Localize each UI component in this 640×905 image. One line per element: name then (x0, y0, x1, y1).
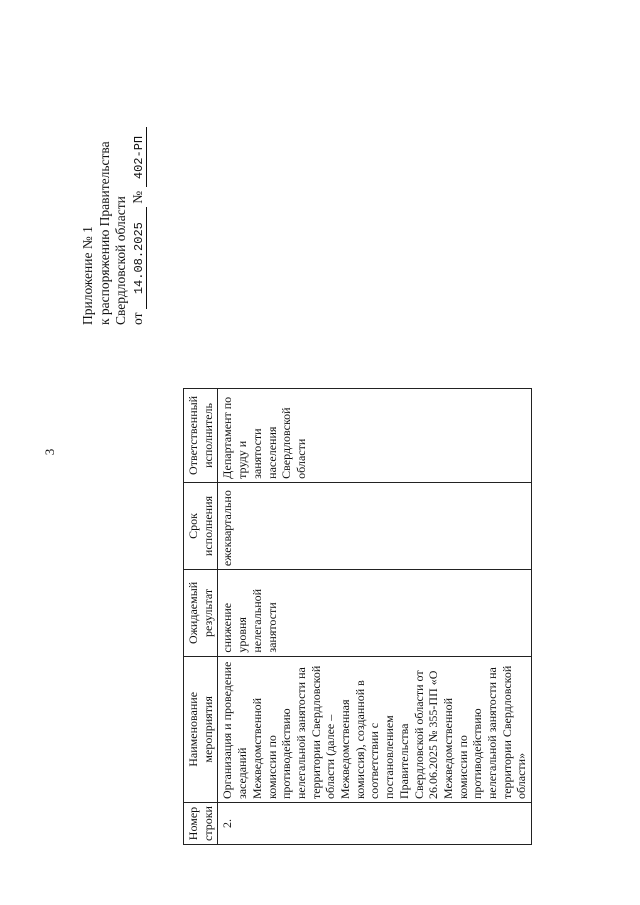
from-label: от (129, 312, 145, 325)
header-executor: Ответственный исполнитель (184, 389, 218, 483)
measures-table (183, 388, 532, 845)
number-label: № (129, 190, 145, 204)
decree-number: 402-РП (133, 128, 147, 188)
header-term: Срок исполнения (184, 482, 218, 569)
cell-row-number: 2. (218, 803, 532, 845)
cell-name: Организация и проведение заседаний Межведомственной комиссии по противодействию нелегальной занятости на территории Свердловской области (далее – Межведомственная комиссия), созданной в соответствии с постановлением Правительства Свердловской области от 26.06.2025 № 355-ПП «О Межведомственной комиссии по противодействию нелегальной занятости на территории Свердловской области» (218, 656, 532, 802)
cell-result: снижение уровня нелегальной занятости (218, 570, 532, 657)
table-header-row (184, 389, 218, 845)
header-name: Наименование мероприятия (184, 656, 218, 802)
cell-executor: Департамент по труду и занятости населения Свердловской области (218, 389, 532, 483)
cell-term: ежеквартально (218, 482, 532, 569)
header-row-number: Номер строки (184, 803, 218, 845)
appendix-region-line: Свердловской области (113, 196, 128, 325)
page-number: 3 (42, 448, 57, 456)
appendix-title: Приложение № 1 (80, 226, 95, 325)
appendix-date-number-line (130, 65, 147, 325)
header-result: Ожидаемый результат (184, 570, 218, 657)
appendix-decree-line: к распоряжению Правительства (96, 141, 112, 325)
decree-date: 14.08.2025 (133, 207, 147, 309)
table-row (218, 389, 532, 845)
appendix-header (80, 65, 147, 325)
